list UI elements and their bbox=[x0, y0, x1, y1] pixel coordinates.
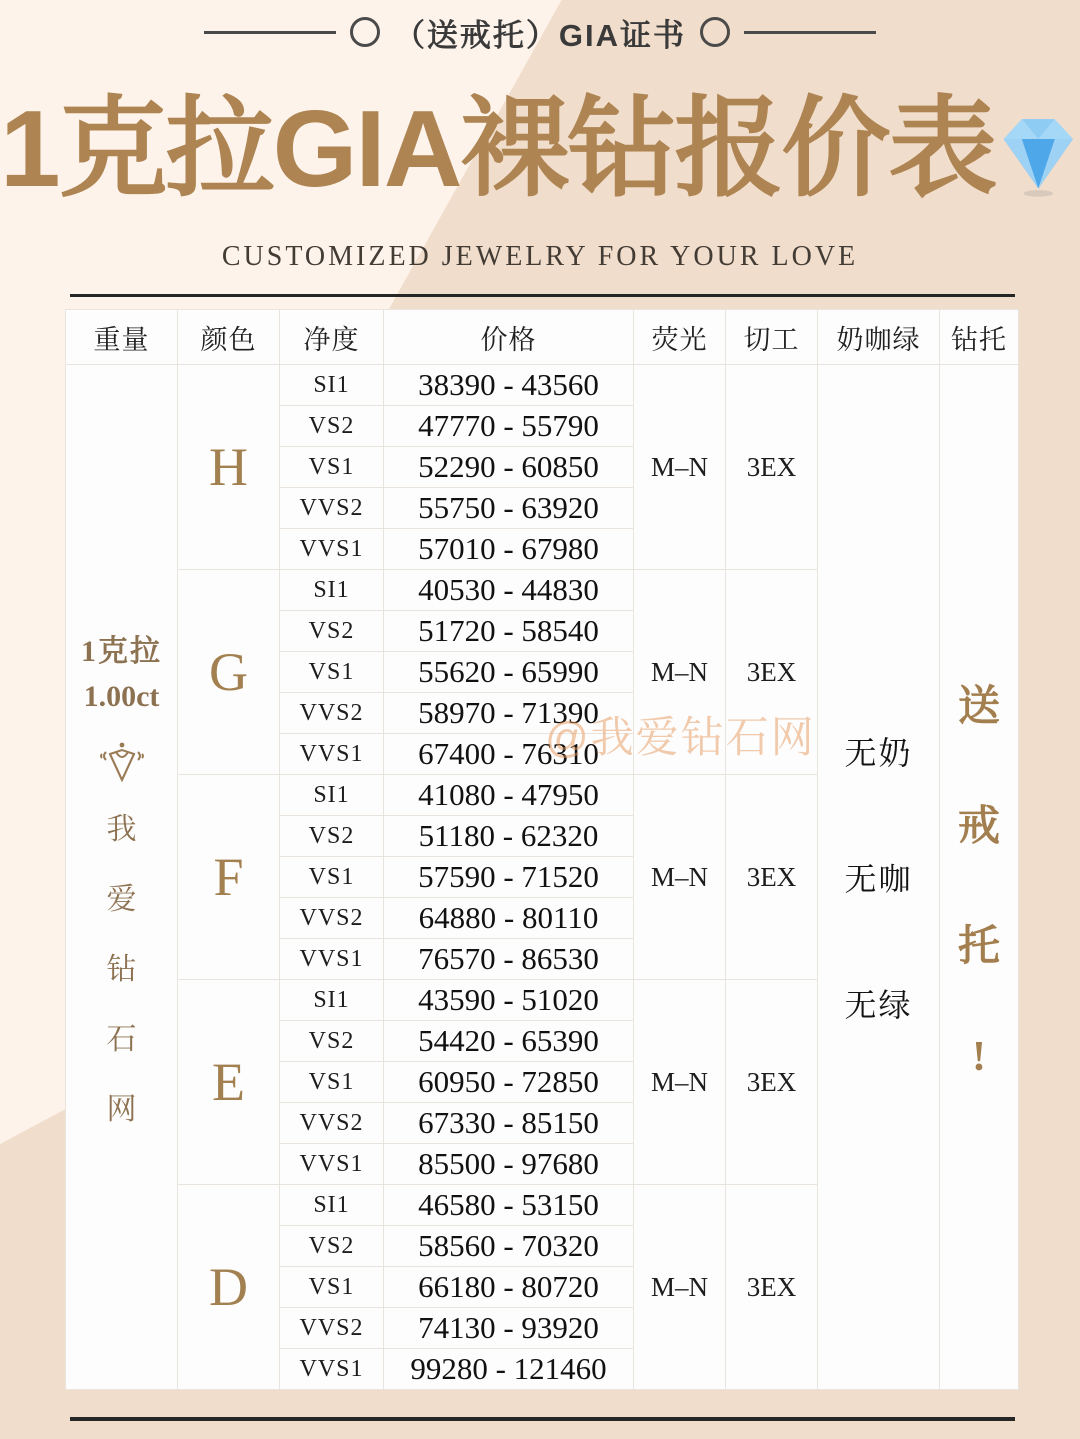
price-cell: 76570 - 86530 bbox=[384, 939, 634, 980]
clarity-cell: VS1 bbox=[280, 447, 384, 488]
clarity-cell: VVS1 bbox=[280, 734, 384, 775]
price-cell: 64880 - 80110 bbox=[384, 898, 634, 939]
price-cell: 51720 - 58540 bbox=[384, 611, 634, 652]
milk-coffee-green-cell bbox=[818, 365, 940, 1390]
ring-setting-char: ! bbox=[972, 1034, 986, 1080]
price-cell: 99280 - 121460 bbox=[384, 1349, 634, 1390]
title-row bbox=[0, 84, 1080, 214]
cut-cell: 3EX bbox=[726, 980, 818, 1185]
fluorescence-cell: M–N bbox=[634, 570, 726, 775]
price-cell: 47770 - 55790 bbox=[384, 406, 634, 447]
bottom-rule bbox=[70, 1417, 1015, 1421]
brand-char: 钻 bbox=[106, 953, 137, 986]
price-cell: 67400 - 76310 bbox=[384, 734, 634, 775]
brand-char: 我 bbox=[106, 813, 137, 846]
tagline-text: （送戒托）GIA证书 bbox=[393, 17, 687, 53]
no-coffee-label: 无咖 bbox=[844, 861, 913, 897]
clarity-cell: VVS2 bbox=[280, 488, 384, 529]
header-weight: 重量 bbox=[66, 310, 178, 365]
ring-setting-char: 托 bbox=[957, 924, 1000, 970]
clarity-cell: VS1 bbox=[280, 652, 384, 693]
tagline-right-circle-icon bbox=[700, 17, 730, 47]
header-milk-coffee-green: 奶咖绿 bbox=[818, 310, 940, 365]
clarity-cell: VVS1 bbox=[280, 939, 384, 980]
price-cell: 60950 - 72850 bbox=[384, 1062, 634, 1103]
watermark: @我爱钻石网 bbox=[545, 714, 816, 762]
header-clarity: 净度 bbox=[280, 310, 384, 365]
cut-cell: 3EX bbox=[726, 1185, 818, 1390]
diamond-emoji-icon bbox=[997, 98, 1080, 208]
header-fluorescence: 荧光 bbox=[634, 310, 726, 365]
price-cell: 54420 - 65390 bbox=[384, 1021, 634, 1062]
clarity-cell: VS2 bbox=[280, 816, 384, 857]
brand-char: 爱 bbox=[106, 883, 137, 916]
no-green-label: 无绿 bbox=[844, 987, 913, 1023]
weight-carat-label: 1克拉 bbox=[81, 635, 162, 668]
fluorescence-cell: M–N bbox=[634, 980, 726, 1185]
price-cell: 55620 - 65990 bbox=[384, 652, 634, 693]
clarity-cell: VS1 bbox=[280, 857, 384, 898]
clarity-cell: VS2 bbox=[280, 1226, 384, 1267]
clarity-cell: SI1 bbox=[280, 570, 384, 611]
ring-setting-char: 送 bbox=[957, 684, 1000, 730]
brand-name-vertical bbox=[107, 804, 137, 1128]
clarity-cell: VVS2 bbox=[280, 1308, 384, 1349]
subtitle: CUSTOMIZED JEWELRY FOR YOUR LOVE bbox=[221, 241, 859, 272]
color-grade-cell: G bbox=[178, 570, 280, 775]
color-grade-cell: H bbox=[178, 365, 280, 570]
cut-cell: 3EX bbox=[726, 365, 818, 570]
color-grade-cell: F bbox=[178, 775, 280, 980]
price-cell: 43590 - 51020 bbox=[384, 980, 634, 1021]
cut-cell: 3EX bbox=[726, 570, 818, 775]
top-rule bbox=[70, 294, 1015, 297]
weight-ct-label: 1.00ct bbox=[83, 680, 160, 713]
price-cell: 66180 - 80720 bbox=[384, 1267, 634, 1308]
clarity-cell: VS2 bbox=[280, 611, 384, 652]
price-cell: 74130 - 93920 bbox=[384, 1308, 634, 1349]
price-cell: 58970 - 71390 bbox=[384, 693, 634, 734]
tagline-left-line bbox=[204, 31, 336, 34]
header-color: 颜色 bbox=[178, 310, 280, 365]
price-cell: 67330 - 85150 bbox=[384, 1103, 634, 1144]
clarity-cell: SI1 bbox=[280, 980, 384, 1021]
header-cut: 切工 bbox=[726, 310, 818, 365]
price-cell: 57010 - 67980 bbox=[384, 529, 634, 570]
price-cell: 57590 - 71520 bbox=[384, 857, 634, 898]
clarity-cell: SI1 bbox=[280, 1185, 384, 1226]
brand-diamond-logo-icon bbox=[96, 740, 148, 784]
price-cell: 85500 - 97680 bbox=[384, 1144, 634, 1185]
clarity-cell: VVS1 bbox=[280, 1349, 384, 1390]
clarity-cell: VS1 bbox=[280, 1267, 384, 1308]
price-table-body bbox=[66, 365, 1019, 1390]
color-grade-cell: E bbox=[178, 980, 280, 1185]
price-cell: 58560 - 70320 bbox=[384, 1226, 634, 1267]
price-cell: 51180 - 62320 bbox=[384, 816, 634, 857]
price-cell: 40530 - 44830 bbox=[384, 570, 634, 611]
clarity-cell: VS1 bbox=[280, 1062, 384, 1103]
top-tagline bbox=[0, 10, 1080, 54]
tagline-right-line bbox=[744, 31, 876, 34]
clarity-cell: VVS2 bbox=[280, 693, 384, 734]
weight-cell bbox=[66, 365, 178, 1390]
ring-setting-cell bbox=[940, 365, 1019, 1390]
clarity-cell: VS2 bbox=[280, 1021, 384, 1062]
table-row bbox=[66, 365, 1019, 406]
clarity-cell: SI1 bbox=[280, 365, 384, 406]
clarity-cell: VS2 bbox=[280, 406, 384, 447]
page-title: 1克拉GIA裸钻报价表 bbox=[0, 87, 996, 210]
ring-setting-char: 戒 bbox=[957, 804, 1000, 850]
price-cell: 55750 - 63920 bbox=[384, 488, 634, 529]
no-milk-label: 无奶 bbox=[844, 735, 913, 771]
clarity-cell: SI1 bbox=[280, 775, 384, 816]
brand-char: 网 bbox=[106, 1093, 137, 1126]
price-table bbox=[65, 309, 1019, 1390]
price-cell: 52290 - 60850 bbox=[384, 447, 634, 488]
clarity-cell: VVS1 bbox=[280, 1144, 384, 1185]
price-cell: 41080 - 47950 bbox=[384, 775, 634, 816]
fluorescence-cell: M–N bbox=[634, 365, 726, 570]
table-header-row bbox=[66, 310, 1019, 365]
header-price: 价格 bbox=[384, 310, 634, 365]
clarity-cell: VVS2 bbox=[280, 898, 384, 939]
fluorescence-cell: M–N bbox=[634, 1185, 726, 1390]
price-cell: 38390 - 43560 bbox=[384, 365, 634, 406]
price-cell: 46580 - 53150 bbox=[384, 1185, 634, 1226]
tagline-left-circle-icon bbox=[350, 17, 380, 47]
color-grade-cell: D bbox=[178, 1185, 280, 1390]
brand-char: 石 bbox=[106, 1023, 137, 1056]
header-ring-setting: 钻托 bbox=[940, 310, 1019, 365]
fluorescence-cell: M–N bbox=[634, 775, 726, 980]
clarity-cell: VVS2 bbox=[280, 1103, 384, 1144]
clarity-cell: VVS1 bbox=[280, 529, 384, 570]
cut-cell: 3EX bbox=[726, 775, 818, 980]
